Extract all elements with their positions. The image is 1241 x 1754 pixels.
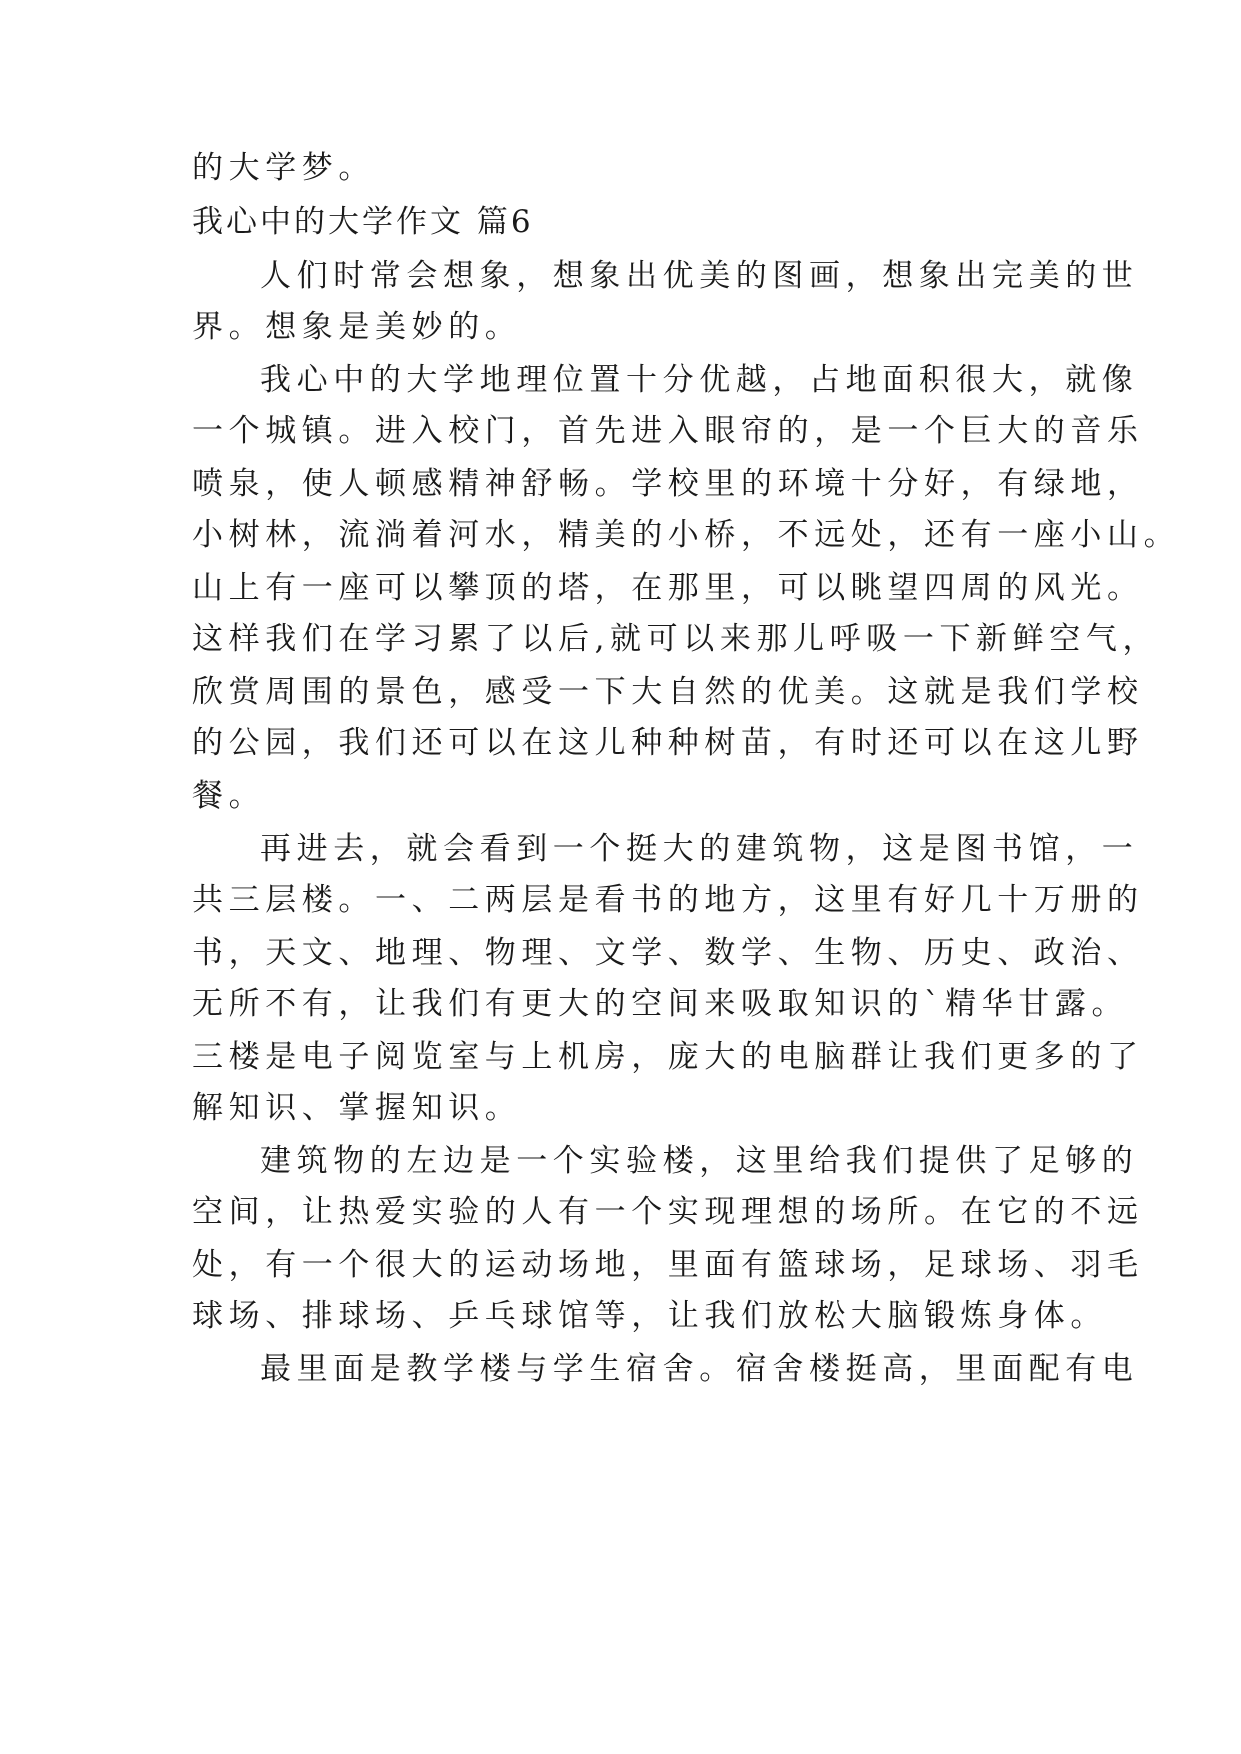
essay-title: 我心中的大学作文 篇6: [192, 204, 534, 240]
paragraph-4-line-3: 处，有一个很大的运动场地，里面有篮球场，足球场、羽毛: [192, 1247, 1144, 1283]
paragraph-3-line-2: 共三层楼。一、二两层是看书的地方，这里有好几十万册的: [192, 882, 1144, 918]
paragraph-5-line-1: 最里面是教学楼与学生宿舍。宿舍楼挺高，里面配有电: [260, 1351, 1139, 1387]
paragraph-3-line-3: 书，天文、地理、物理、文学、数学、生物、历史、政治、: [192, 935, 1144, 971]
paragraph-3-line-4: 无所不有，让我们有更大的空间来吸取知识的`精华甘露。: [192, 986, 1129, 1022]
paragraph-3-line-1: 再进去，就会看到一个挺大的建筑物，这是图书馆，一: [260, 831, 1139, 867]
paragraph-2-line-4: 小树林，流淌着河水，精美的小桥，不远处，还有一座小山。: [192, 517, 1181, 553]
paragraph-2-line-8: 的公园，我们还可以在这儿种种树苗，有时还可以在这儿野: [192, 725, 1144, 761]
paragraph-2-line-6: 这样我们在学习累了以后,就可以来那儿呼吸一下新鲜空气，: [192, 621, 1160, 657]
paragraph-3-line-6: 解知识、掌握知识。: [192, 1090, 522, 1126]
paragraph-2-line-7: 欣赏周围的景色，感受一下大自然的优美。这就是我们学校: [192, 674, 1144, 710]
paragraph-2-line-3: 喷泉，使人顿感精神舒畅。学校里的环境十分好，有绿地，: [192, 466, 1144, 502]
paragraph-1-line-2: 界。想象是美妙的。: [192, 309, 522, 345]
paragraph-4-line-2: 空间，让热爱实验的人有一个实现理想的场所。在它的不远: [192, 1194, 1144, 1230]
paragraph-4-line-1: 建筑物的左边是一个实验楼，这里给我们提供了足够的: [260, 1143, 1139, 1179]
paragraph-1-line-1: 人们时常会想象，想象出优美的图画，想象出完美的世: [260, 258, 1139, 294]
text-line-end-of-essay-5: 的大学梦。: [192, 150, 375, 186]
paragraph-2-line-9: 餐。: [192, 778, 266, 814]
paragraph-2-line-1: 我心中的大学地理位置十分优越，占地面积很大，就像: [260, 362, 1139, 398]
paragraph-3-line-5: 三楼是电子阅览室与上机房，庞大的电脑群让我们更多的了: [192, 1039, 1144, 1075]
paragraph-4-line-4: 球场、排球场、乒乓球馆等，让我们放松大脑锻炼身体。: [192, 1298, 1107, 1334]
paragraph-2-line-2: 一个城镇。进入校门，首先进入眼帘的，是一个巨大的音乐: [192, 413, 1144, 449]
paragraph-2-line-5: 山上有一座可以攀顶的塔，在那里，可以眺望四周的风光。: [192, 570, 1144, 606]
